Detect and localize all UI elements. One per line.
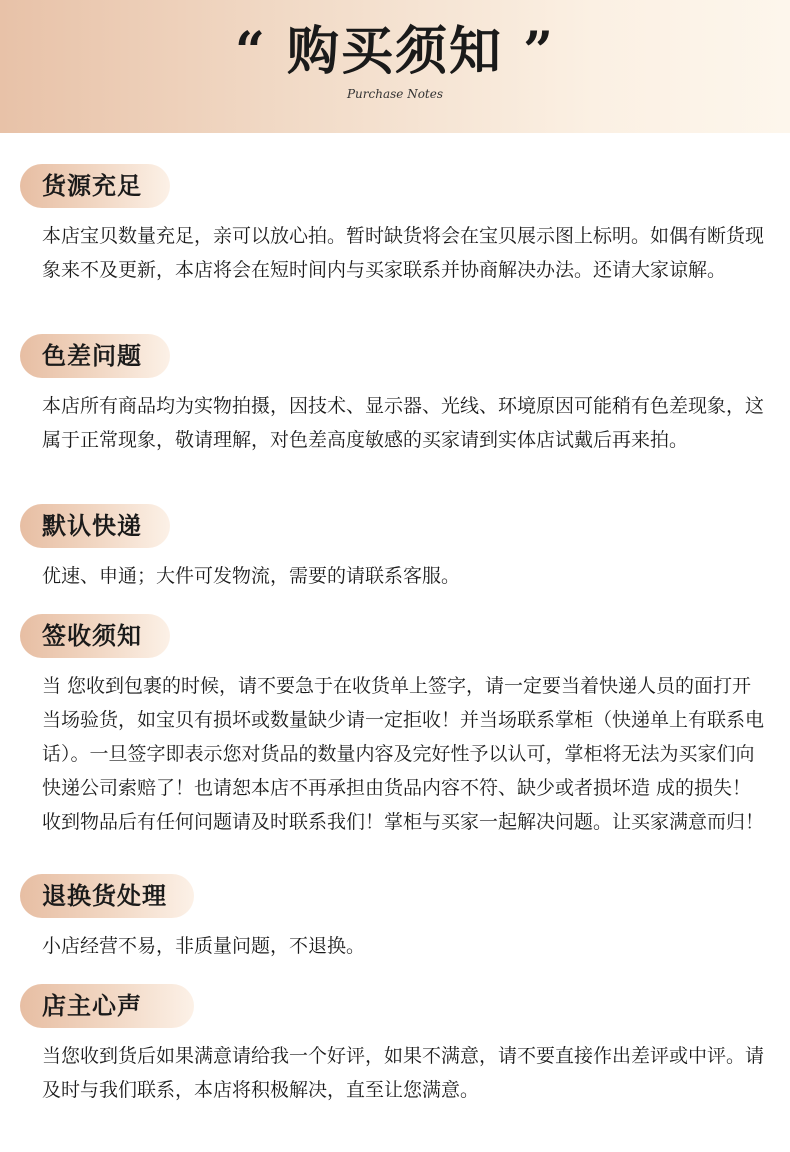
- section-heading-pill: [20, 984, 194, 1028]
- section-body: 本店所有商品均为实物拍摄，因技术、显示器、光线、环境原因可能稍有色差现象，这属于正常现象，敬请理解，对色差高度敏感的买家请到实体店试戴后再来拍。: [42, 395, 765, 451]
- close-quote: ”: [523, 21, 556, 82]
- section-heading-pill: [20, 874, 194, 918]
- section-heading: 签收须知: [42, 622, 142, 650]
- section-heading-pill: [20, 164, 170, 208]
- section-heading-pill: [20, 504, 170, 548]
- section-body: 本店宝贝数量充足，亲可以放心拍。暂时缺货将会在宝贝展示图上标明。如偶有断货现象来不及更新，本店将会在短时间内与买家联系并协商解决办法。还请大家谅解。: [42, 225, 765, 281]
- section-heading: 色差问题: [42, 342, 142, 370]
- page-header: [0, 0, 790, 133]
- title-text: 购买须知: [286, 22, 503, 82]
- section-heading: 店主心声: [42, 992, 142, 1020]
- section-heading: 退换货处理: [42, 882, 167, 910]
- section-body: 小店经营不易，非质量问题，不退换。: [42, 935, 366, 957]
- section-body: 当您收到货后如果满意请给我一个好评，如果不满意，请不要直接作出差评或中评。请及时与我们联系，本店将积极解决，直至让您满意。: [42, 1045, 765, 1101]
- page-subtitle: Purchase Notes: [346, 87, 444, 101]
- open-quote: “: [234, 21, 267, 82]
- section-heading: 货源充足: [42, 172, 142, 200]
- section-body: 优速、申通；大件可发物流，需要的请联系客服。: [42, 565, 461, 587]
- section-heading: 默认快递: [42, 512, 142, 540]
- page-title: [0, 20, 790, 84]
- section-heading-pill: [20, 614, 170, 658]
- section-heading-pill: [20, 334, 170, 378]
- section-body: 当 您收到包裹的时候，请不要急于在收货单上签字，请一定要当着快递人员的面打开当场验货，如宝贝有损坏或数量缺少请一定拒收！并当场联系掌柜（快递单上有联系电话）。一旦签字即表示您对货品的数量内容及完好性予以认可，掌柜将无法为买家们向快递公司索赔了！也请恕本店不再承担由货品内容不符、缺少或者损坏造 成的损失！收到物品后有任何问题请及时联系我们！掌柜与买家一起解决问题。让买家满意而归！: [42, 675, 765, 833]
